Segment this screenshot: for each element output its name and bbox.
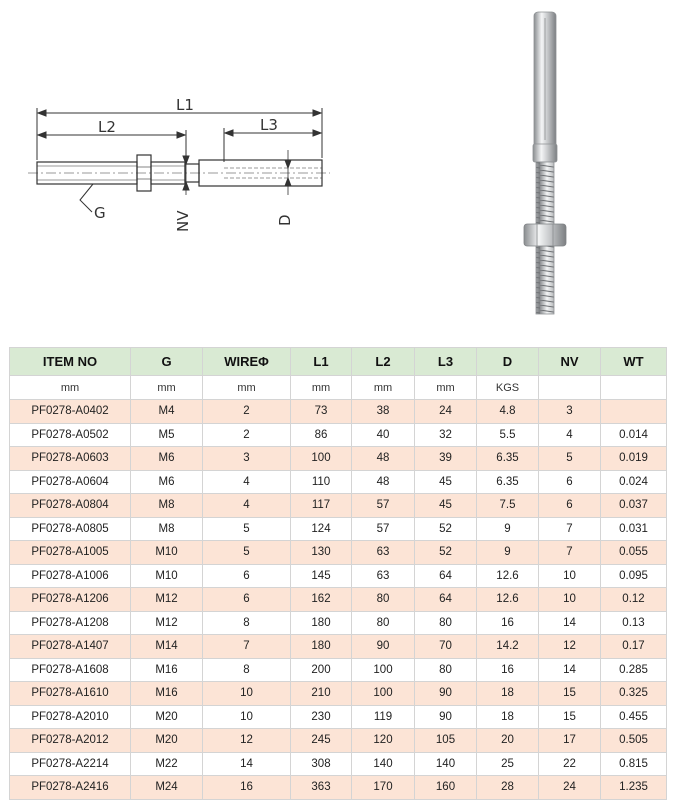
table-cell: 80 (415, 658, 477, 682)
table-cell (601, 400, 667, 424)
table-cell: M5 (131, 423, 203, 447)
table-cell: 0.095 (601, 564, 667, 588)
table-cell: 180 (291, 611, 352, 635)
table-cell: 170 (352, 776, 415, 800)
table-cell: 38 (352, 400, 415, 424)
technical-drawing (0, 0, 676, 340)
table-cell: 8 (203, 611, 291, 635)
table-cell: 162 (291, 588, 352, 612)
table-cell: 5 (539, 447, 601, 471)
table-cell: 200 (291, 658, 352, 682)
unit-cell (539, 376, 601, 400)
table-cell: 0.031 (601, 517, 667, 541)
table-cell: PF0278-A0402 (10, 400, 131, 424)
table-cell: 308 (291, 752, 352, 776)
table-cell: 12 (539, 635, 601, 659)
table-cell: 14 (539, 611, 601, 635)
table-row (10, 423, 667, 447)
table-cell: 3 (203, 447, 291, 471)
table-cell: 7 (539, 517, 601, 541)
table-cell: 39 (415, 447, 477, 471)
unit-cell: mm (291, 376, 352, 400)
l1-arrow-right (313, 110, 321, 116)
table-cell: 70 (415, 635, 477, 659)
table-cell: M4 (131, 400, 203, 424)
table-cell: 64 (415, 564, 477, 588)
table-cell: PF0278-A1610 (10, 682, 131, 706)
nv-arrow-bottom (183, 182, 189, 190)
table-cell: 230 (291, 705, 352, 729)
table-cell: 120 (352, 729, 415, 753)
table-row (10, 611, 667, 635)
table-cell: 6 (203, 564, 291, 588)
table-cell: 363 (291, 776, 352, 800)
table-cell: 140 (415, 752, 477, 776)
table-cell: 45 (415, 470, 477, 494)
column-header: L3 (415, 348, 477, 376)
l2-label: L2 (98, 118, 116, 136)
table-cell: 12 (203, 729, 291, 753)
table-cell: 0.014 (601, 423, 667, 447)
table-cell: 73 (291, 400, 352, 424)
table-cell: M24 (131, 776, 203, 800)
table-row (10, 658, 667, 682)
table-cell: 0.505 (601, 729, 667, 753)
table-row (10, 517, 667, 541)
l2-arrow-right (177, 132, 185, 138)
table-cell: 180 (291, 635, 352, 659)
table-cell: PF0278-A0502 (10, 423, 131, 447)
table-cell: 4.8 (477, 400, 539, 424)
table-cell: 5.5 (477, 423, 539, 447)
table-cell: M16 (131, 658, 203, 682)
table-cell: 90 (415, 682, 477, 706)
table-cell: PF0278-A0804 (10, 494, 131, 518)
table-cell: 16 (477, 658, 539, 682)
table-cell: 130 (291, 541, 352, 565)
table-cell: PF0278-A0805 (10, 517, 131, 541)
table-cell: 80 (352, 611, 415, 635)
table-row (10, 400, 667, 424)
column-header: WIREΦ (203, 348, 291, 376)
table-body (10, 400, 667, 800)
spec-table (9, 347, 667, 800)
unit-cell: KGS (477, 376, 539, 400)
table-cell: 40 (352, 423, 415, 447)
table-cell: M20 (131, 705, 203, 729)
table-cell: 10 (203, 682, 291, 706)
table-cell: 12.6 (477, 564, 539, 588)
table-cell: 0.024 (601, 470, 667, 494)
table-cell: M12 (131, 611, 203, 635)
table-cell: 25 (477, 752, 539, 776)
table-cell: 57 (352, 517, 415, 541)
table-cell: 16 (203, 776, 291, 800)
table-cell: 52 (415, 517, 477, 541)
table-cell: PF0278-A1608 (10, 658, 131, 682)
table-cell: 52 (415, 541, 477, 565)
table-cell: 0.285 (601, 658, 667, 682)
table-row (10, 470, 667, 494)
table-cell: 4 (203, 494, 291, 518)
collar-render (533, 144, 557, 162)
table-row (10, 635, 667, 659)
g-leader (80, 184, 93, 212)
table-cell: PF0278-A1407 (10, 635, 131, 659)
table-cell: 145 (291, 564, 352, 588)
unit-cell: mm (203, 376, 291, 400)
table-cell: 100 (352, 658, 415, 682)
table-cell: 3 (539, 400, 601, 424)
table-cell: PF0278-A1005 (10, 541, 131, 565)
table-cell: 64 (415, 588, 477, 612)
table-cell: 7.5 (477, 494, 539, 518)
table-cell: 9 (477, 541, 539, 565)
table-cell: 86 (291, 423, 352, 447)
table-cell: 24 (539, 776, 601, 800)
table-cell: 0.12 (601, 588, 667, 612)
column-header: NV (539, 348, 601, 376)
table-cell: 2 (203, 423, 291, 447)
table-cell: 1.235 (601, 776, 667, 800)
table-row (10, 447, 667, 471)
l3-arrow-right (313, 130, 321, 136)
table-cell: PF0278-A2010 (10, 705, 131, 729)
table-cell: 15 (539, 705, 601, 729)
table-cell: PF0278-A0603 (10, 447, 131, 471)
table-cell: M12 (131, 588, 203, 612)
table-cell: PF0278-A2416 (10, 776, 131, 800)
table-cell: 0.019 (601, 447, 667, 471)
unit-cell: mm (10, 376, 131, 400)
table-cell: 119 (352, 705, 415, 729)
table-cell: PF0278-A1006 (10, 564, 131, 588)
nv-label: NV (174, 210, 192, 232)
table-cell: 124 (291, 517, 352, 541)
g-label: G (94, 204, 106, 222)
table-cell: 14.2 (477, 635, 539, 659)
table-cell: 0.13 (601, 611, 667, 635)
table-cell: 4 (203, 470, 291, 494)
table-cell: M14 (131, 635, 203, 659)
l3-arrow-left (225, 130, 233, 136)
table-cell: 48 (352, 470, 415, 494)
table-cell: 210 (291, 682, 352, 706)
product-photo (524, 12, 566, 314)
table-cell: 90 (352, 635, 415, 659)
table-cell: 10 (539, 588, 601, 612)
table-cell: 7 (203, 635, 291, 659)
table-cell: M16 (131, 682, 203, 706)
column-header: L1 (291, 348, 352, 376)
units-row (10, 376, 667, 400)
table-cell: 18 (477, 705, 539, 729)
table-cell: 0.055 (601, 541, 667, 565)
table-cell: M6 (131, 470, 203, 494)
table-cell: 100 (352, 682, 415, 706)
table-cell: 2 (203, 400, 291, 424)
table-row (10, 752, 667, 776)
unit-cell: mm (415, 376, 477, 400)
dimension-drawing (28, 108, 330, 212)
d-arrow-bottom (285, 178, 291, 186)
table-cell: 9 (477, 517, 539, 541)
table-cell: 18 (477, 682, 539, 706)
table-cell: 15 (539, 682, 601, 706)
table-cell: 14 (539, 658, 601, 682)
l1-arrow-left (38, 110, 46, 116)
table-cell: 63 (352, 541, 415, 565)
l2-arrow-left (38, 132, 46, 138)
table-cell: 5 (203, 541, 291, 565)
table-cell: 6 (539, 494, 601, 518)
l3-label: L3 (260, 116, 278, 134)
table-row (10, 588, 667, 612)
table-cell: PF0278-A1208 (10, 611, 131, 635)
l1-label: L1 (176, 96, 194, 114)
table-cell: 0.455 (601, 705, 667, 729)
table-cell: 5 (203, 517, 291, 541)
unit-cell (601, 376, 667, 400)
table-cell: M6 (131, 447, 203, 471)
table-cell: PF0278-A0604 (10, 470, 131, 494)
table-row (10, 729, 667, 753)
table-cell: 0.037 (601, 494, 667, 518)
table-cell: M22 (131, 752, 203, 776)
table-cell: M10 (131, 541, 203, 565)
table-cell: 32 (415, 423, 477, 447)
table-cell: PF0278-A2214 (10, 752, 131, 776)
table-cell: 80 (352, 588, 415, 612)
table-cell: 4 (539, 423, 601, 447)
header-row (10, 348, 667, 376)
table-cell: 22 (539, 752, 601, 776)
table-cell: M8 (131, 517, 203, 541)
unit-cell: mm (352, 376, 415, 400)
table-cell: 48 (352, 447, 415, 471)
table-cell: 24 (415, 400, 477, 424)
table-cell: 140 (352, 752, 415, 776)
d-arrow-top (285, 160, 291, 168)
table-cell: 6.35 (477, 447, 539, 471)
table-row (10, 776, 667, 800)
d-label: D (276, 214, 294, 226)
table-cell: PF0278-A1206 (10, 588, 131, 612)
table-cell: 6 (539, 470, 601, 494)
table-cell: 6 (203, 588, 291, 612)
table-cell: 8 (203, 658, 291, 682)
table-cell: 110 (291, 470, 352, 494)
table-cell: 10 (203, 705, 291, 729)
table-row (10, 682, 667, 706)
table-cell: 17 (539, 729, 601, 753)
table-cell: 160 (415, 776, 477, 800)
table-cell: M8 (131, 494, 203, 518)
column-header: L2 (352, 348, 415, 376)
column-header: WT (601, 348, 667, 376)
table-row (10, 564, 667, 588)
table-cell: 0.17 (601, 635, 667, 659)
table-cell: 10 (539, 564, 601, 588)
table-cell: 117 (291, 494, 352, 518)
table-cell: 16 (477, 611, 539, 635)
table-cell: 80 (415, 611, 477, 635)
table-cell: 20 (477, 729, 539, 753)
column-header: ITEM NO (10, 348, 131, 376)
table-row (10, 705, 667, 729)
table-cell: 12.6 (477, 588, 539, 612)
table-cell: 57 (352, 494, 415, 518)
table-row (10, 541, 667, 565)
table-cell: M10 (131, 564, 203, 588)
table-cell: 28 (477, 776, 539, 800)
table-cell: 0.325 (601, 682, 667, 706)
table-cell: 90 (415, 705, 477, 729)
unit-cell: mm (131, 376, 203, 400)
table-cell: 0.815 (601, 752, 667, 776)
table-cell: M20 (131, 729, 203, 753)
table-cell: 105 (415, 729, 477, 753)
column-header: G (131, 348, 203, 376)
table-cell: 245 (291, 729, 352, 753)
nut-render (524, 224, 566, 246)
table-row (10, 494, 667, 518)
table-cell: 7 (539, 541, 601, 565)
table-cell: 63 (352, 564, 415, 588)
table-cell: 6.35 (477, 470, 539, 494)
table-cell: 14 (203, 752, 291, 776)
column-header: D (477, 348, 539, 376)
table-cell: 45 (415, 494, 477, 518)
table-cell: PF0278-A2012 (10, 729, 131, 753)
table-cell: 100 (291, 447, 352, 471)
nv-arrow-top (183, 156, 189, 164)
